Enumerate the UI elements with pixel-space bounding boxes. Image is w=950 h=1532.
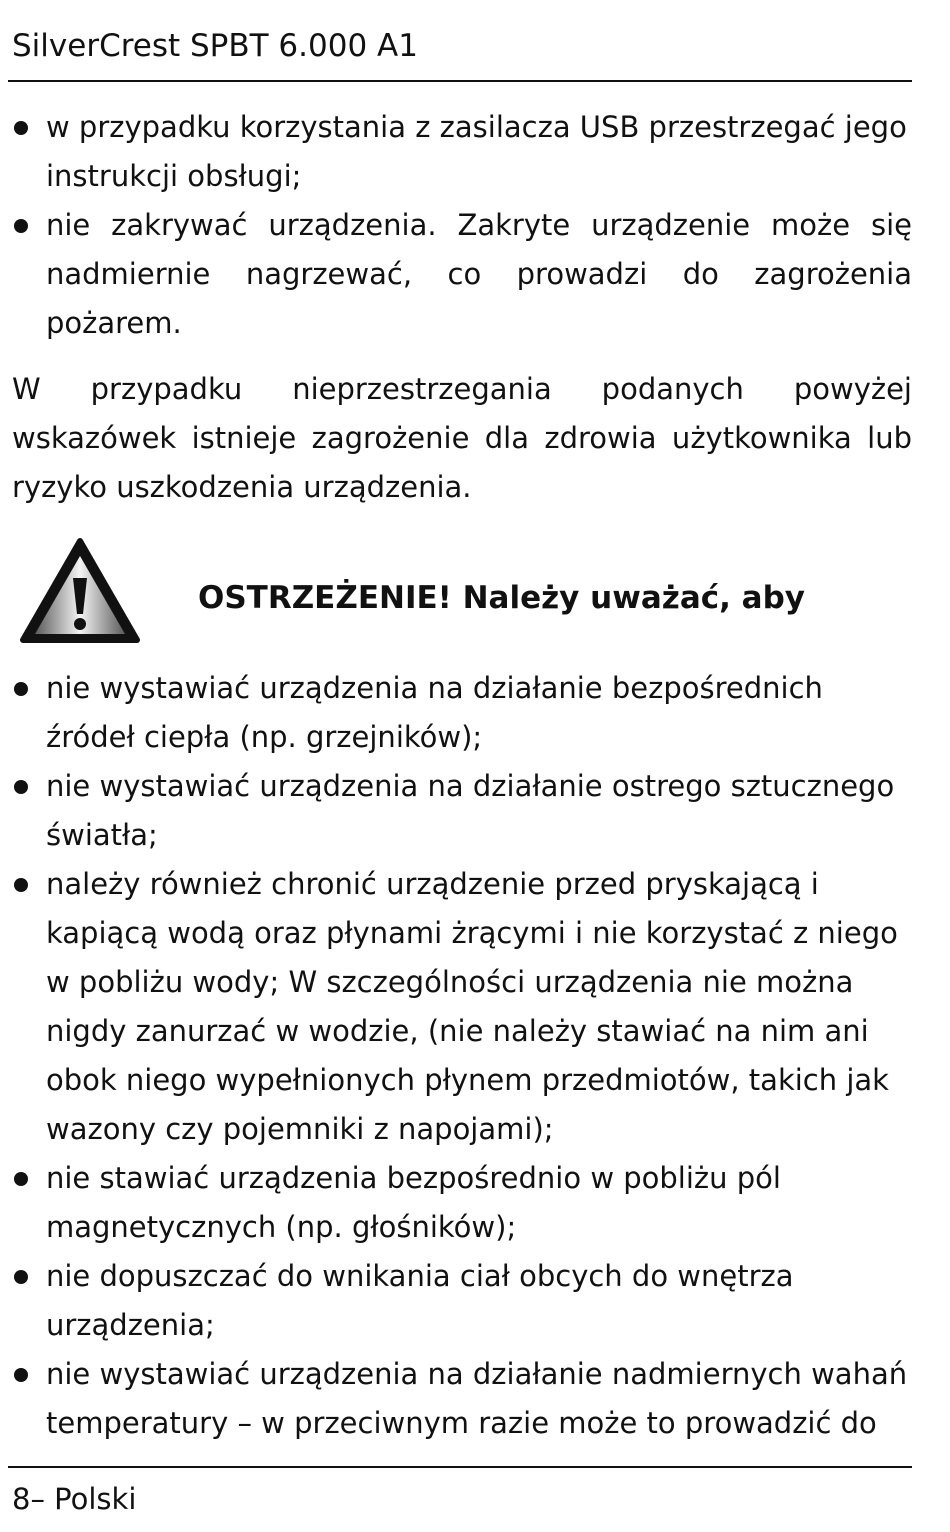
page-number-label: 8– Polski [12,1482,137,1516]
list-item-text: nie wystawiać urządzenia na działanie bezpośrednich źródeł ciepła (np. grzejników); [46,671,823,754]
list-item [0,664,912,762]
warning-heading: OSTRZEŻENIE! Należy uważać, aby [198,580,805,616]
document-header-title: SilverCrest SPBT 6.000 A1 [12,28,418,64]
list-item-text: należy również chronić urządzenie przed pryskającą i kapiącą wodą oraz płynami żrącymi i nie korzystać z niego w pobliżu wody; W szczególności urządzenia nie można nigdy zanurzać w wodzie, (nie należy stawiać na nim ani obok niego wypełnionych płynem przedmiotów, takich jak wazony czy pojemniki z napojami); [46,867,898,1146]
list-item [0,1252,912,1350]
consequence-paragraph: W przypadku nieprzestrzegania podanych powyżej wskazówek istnieje zagrożenie dla zdrowia użytkownika lub ryzyko uszkodzenia urządzenia. [12,372,912,504]
list-item [0,762,912,860]
list-item [0,1154,912,1252]
safety-list-bottom [0,664,912,1448]
bullet-icon [14,1172,28,1186]
bullet-icon [14,219,28,233]
warning-triangle-icon [18,536,142,646]
list-item-text: nie wystawiać urządzenia na działanie nadmiernych wahań temperatury – w przeciwnym razie może to prowadzić do [46,1357,908,1440]
list-item-text: nie zakrywać urządzenia. Zakryte urządzenie może się nadmiernie nagrzewać, co prowadzi do zagrożenia pożarem. [46,208,912,340]
list-item [0,1350,912,1448]
list-item-text: nie wystawiać urządzenia na działanie ostrego sztucznego światła; [46,769,895,852]
list-item-text: w przypadku korzystania z zasilacza USB przestrzegać jego instrukcji obsługi; [46,110,907,193]
list-item [0,103,912,201]
bullet-icon [14,878,28,892]
bullet-icon [14,780,28,794]
list-item-text: nie dopuszczać do wnikania ciał obcych do wnętrza urządzenia; [46,1259,794,1342]
list-item-text: nie stawiać urządzenia bezpośrednio w pobliżu pól magnetycznych (np. głośników); [46,1161,781,1244]
header-divider [8,80,912,82]
list-item [0,201,912,348]
bullet-icon [14,121,28,135]
list-item [0,860,912,1154]
bullet-icon [14,682,28,696]
footer-divider [8,1466,912,1468]
safety-list-top [0,103,912,348]
bullet-icon [14,1368,28,1382]
bullet-icon [14,1270,28,1284]
